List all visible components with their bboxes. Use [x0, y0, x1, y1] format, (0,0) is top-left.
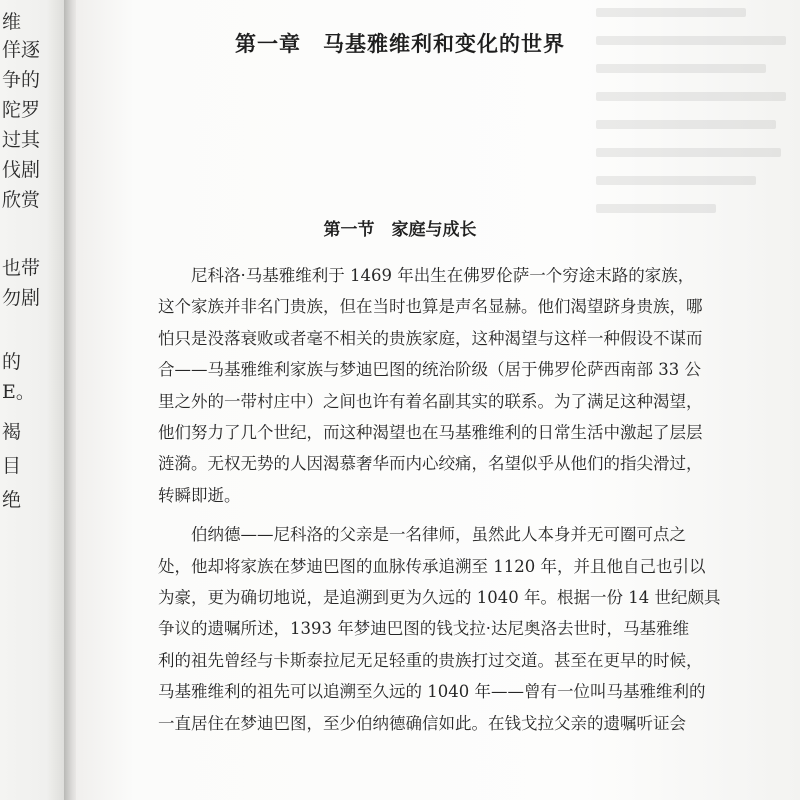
left-page	[0, 0, 66, 800]
body-text-line: 处，他却将家族在梦迪巴图的血脉传承追溯至 1120 年，并且他自己也引以	[158, 556, 706, 576]
left-page-line: 过其	[2, 129, 41, 151]
body-text-line: 马基雅维利的祖先可以追溯至久远的 1040 年——曾有一位叫马基雅维利的	[158, 682, 706, 702]
section-title: 第一节 家庭与成长	[323, 220, 477, 240]
left-page-line: 的	[2, 351, 22, 373]
chapter-title: 第一章 马基雅维利和变化的世界	[235, 32, 565, 56]
left-page-line: 欣赏	[2, 189, 41, 211]
body-text-line: 涟漪。无权无势的人因渴慕奢华而内心绞痛，名望似乎从他们的指尖滑过，	[158, 454, 703, 474]
body-text-line: 为豪，更为确切地说，是追溯到更为久远的 1040 年。根据一份 14 世纪颇具	[158, 588, 721, 607]
body-text-line: 一直居住在梦迪巴图，至少伯纳德确信如此。在钱戈拉父亲的遗嘱听证会	[158, 713, 686, 733]
left-page-line: 争的	[2, 69, 41, 91]
left-page-line: 勿剧	[2, 287, 41, 309]
body-text-line: 他们努力了几个世纪，而这种渴望也在马基雅维利的日常生活中激起了层层	[158, 423, 703, 442]
right-page	[76, 0, 800, 800]
left-page-line: 褐	[2, 421, 22, 443]
left-page-line: 伐剧	[2, 159, 41, 181]
left-page-line: 绝	[2, 489, 22, 511]
body-text-line: 伯纳德——尼科洛的父亲是一名律师，虽然此人本身并无可圈可点之	[191, 525, 686, 545]
body-text-line: 转瞬即逝。	[158, 485, 241, 505]
left-page-line: 目	[2, 455, 22, 477]
body-text-line: 利的祖先曾经与卡斯泰拉尼无足轻重的贵族打过交道。甚至在更早的时候，	[158, 650, 703, 670]
body-text-line: 尼科洛·马基雅维利于 1469 年出生在佛罗伦萨一个穷途末路的家族，	[191, 266, 695, 285]
body-text-line: 合——马基雅维利家族与梦迪巴图的统治阶级（居于佛罗伦萨西南部 33 公	[158, 360, 701, 380]
left-page-line: E。	[2, 381, 35, 403]
left-page-line: 陀罗	[2, 99, 41, 121]
body-text-line: 这个家族并非名门贵族，但在当时也算是声名显赫。他们渴望跻身贵族，哪	[158, 297, 703, 317]
left-page-line: 维	[2, 11, 22, 33]
body-text-line: 里之外的一带村庄中）之间也许有着名副其实的联系。为了满足这种渴望，	[158, 391, 703, 411]
body-text-line: 争议的遗嘱所述，1393 年梦迪巴图的钱戈拉·达尼奥洛去世时，马基雅维	[158, 619, 689, 639]
left-page-line: 佯逐	[2, 39, 41, 61]
left-page-line: 也带	[2, 257, 41, 279]
body-text-line: 怕只是没落衰败或者毫不相关的贵族家庭，这种渴望与这样一种假设不谋而	[158, 328, 703, 348]
